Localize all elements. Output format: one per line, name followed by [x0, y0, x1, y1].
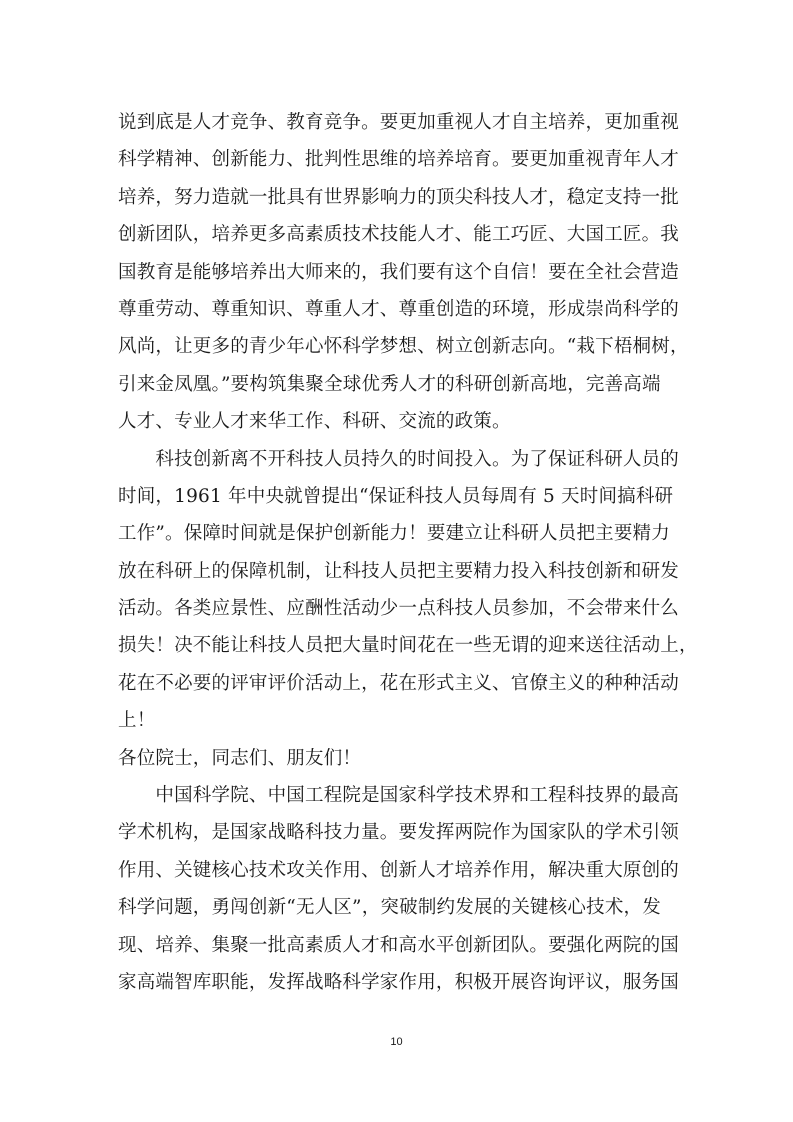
- text-line: 说到底是人才竞争、教育竞争。要更加重视人才自主培养，更加重视: [118, 112, 680, 133]
- text-line: 科学问题，勇闯创新“无人区”，突破制约发展的关键核心技术，发: [118, 897, 661, 919]
- text-line: 放在科研上的保障机制，让科技人员把主要精力投入科技创新和研发: [118, 560, 680, 582]
- text-line: 现、培养、集聚一批高素质人才和高水平创新团队。要强化两院的国: [118, 934, 680, 956]
- text-line: 引来金凤凰。”要构筑集聚全球优秀人才的科研创新高地，完善高端: [118, 373, 661, 395]
- text-line: 尊重劳动、尊重知识、尊重人才、尊重创造的环境，形成崇尚科学的: [118, 298, 680, 320]
- page-number: 10: [390, 1036, 403, 1048]
- text-line: 工作”。保障时间就是保护创新能力！要建立让科研人员把主要精力: [118, 523, 670, 545]
- text-line: 中国科学院、中国工程院是国家科学技术界和工程科技界的最高: [118, 785, 680, 807]
- text-line: 国教育是能够培养出大师来的，我们要有这个自信！要在全社会营造: [118, 261, 680, 283]
- text-line: 学术机构，是国家战略科技力量。要发挥两院作为国家队的学术引领: [118, 822, 680, 844]
- text-line: 活动。各类应景性、应酬性活动少一点科技人员参加，不会带来什么: [118, 598, 680, 620]
- text-line: 花在不必要的评审评价活动上，花在形式主义、官僚主义的种种活动: [118, 672, 680, 694]
- text-line: 人才、专业人才来华工作、科研、交流的政策。: [118, 411, 511, 433]
- text-line: 时间，1961 年中央就曾提出“保证科技人员每周有 5 天时间搞科研: [118, 485, 674, 507]
- text-line: 风尚，让更多的青少年心怀科学梦想、树立创新志向。“栽下梧桐树，: [118, 336, 689, 358]
- text-line: 作用、关键核心技术攻关作用、创新人才培养作用，解决重大原创的: [118, 859, 680, 881]
- text-line: 科技创新离不开科技人员持久的时间投入。为了保证科研人员的: [118, 448, 680, 470]
- text-line: 创新团队，培养更多高素质技术技能人才、能工巧匠、大国工匠。我: [118, 224, 680, 246]
- salutation-line: 各位院士，同志们、朋友们！: [118, 747, 362, 769]
- text-line: 家高端智库职能，发挥战略科学家作用，积极开展咨询评议，服务国: [118, 971, 680, 993]
- text-line: 培养，努力造就一批具有世界影响力的顶尖科技人才，稳定支持一批: [118, 186, 680, 208]
- text-line: 上！: [118, 710, 156, 732]
- body-text: [118, 104, 698, 1001]
- text-line: 损失！决不能让科技人员把大量时间花在一些无谓的迎来送往活动上，: [118, 635, 698, 657]
- text-line: 科学精神、创新能力、批判性思维的培养培育。要更加重视青年人才: [118, 149, 680, 171]
